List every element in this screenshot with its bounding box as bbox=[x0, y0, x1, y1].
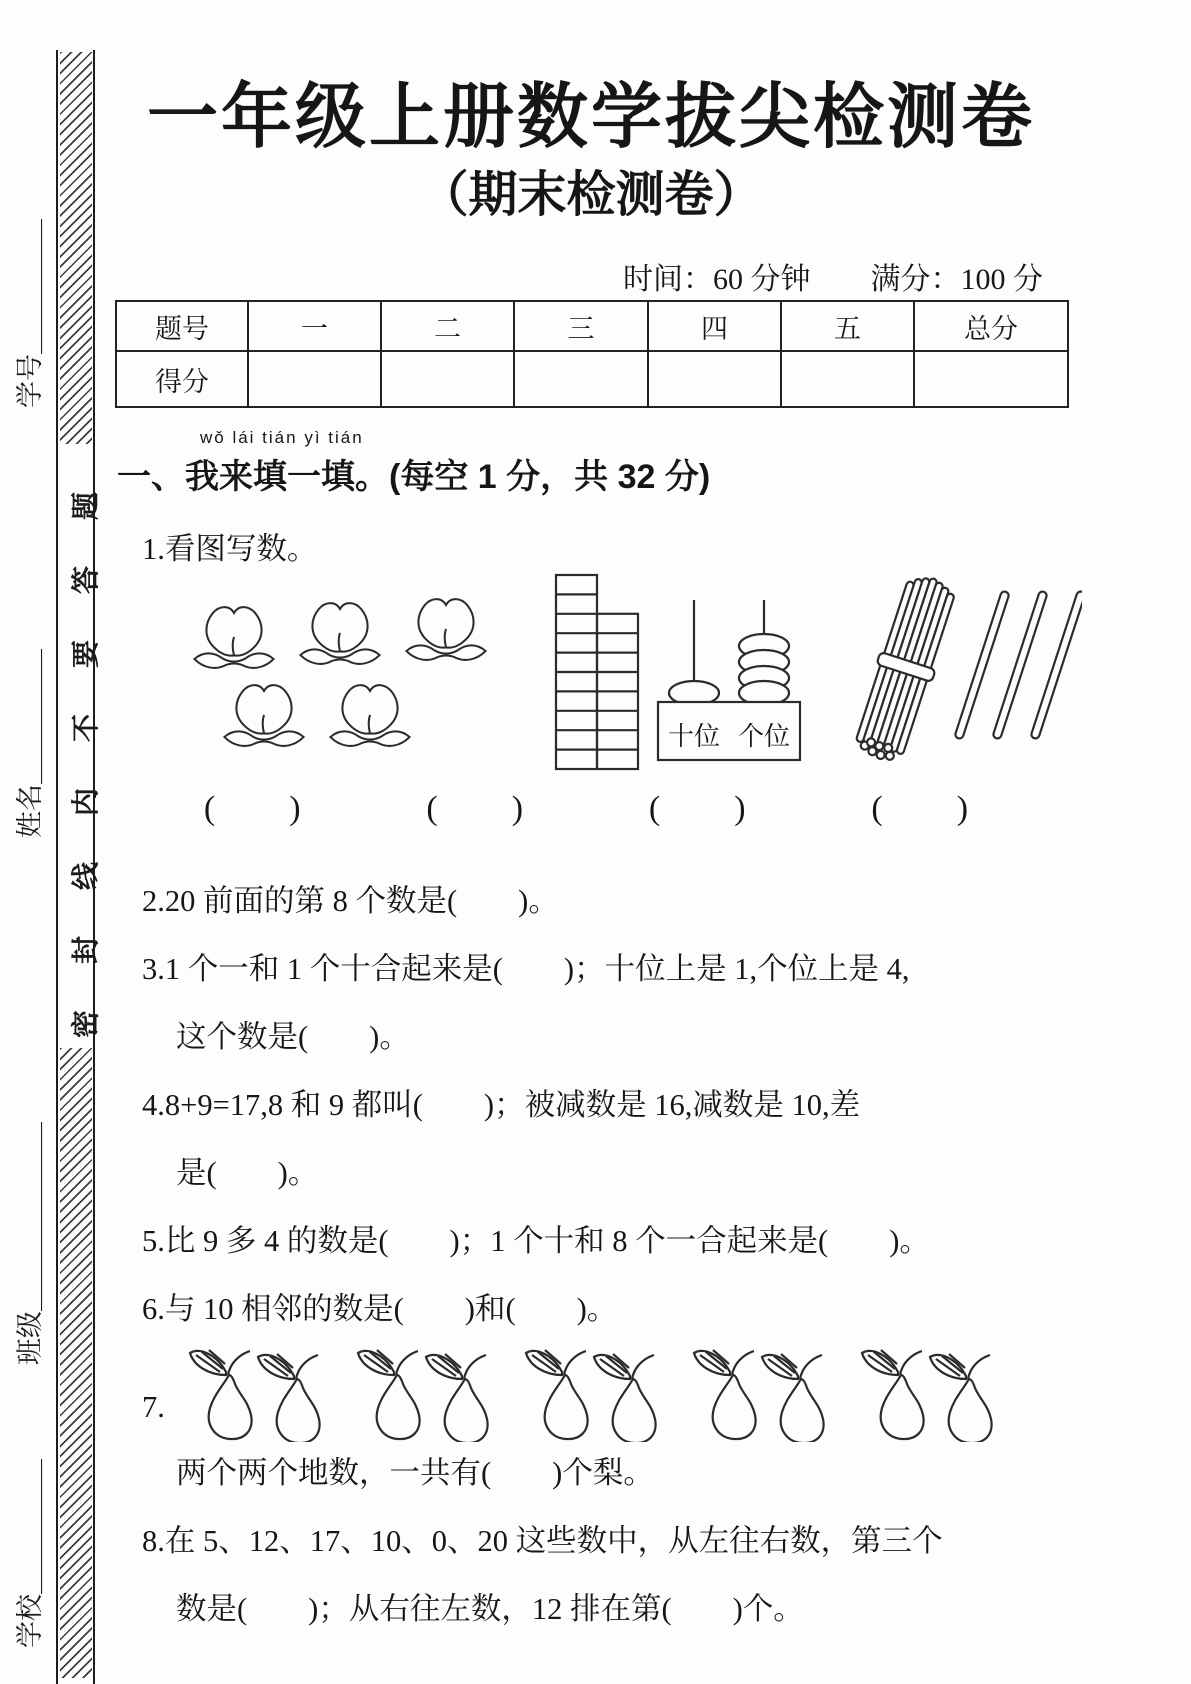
question-8-line1: 8.在 5、12、17、10、0、20 这些数中，从左往右数，第三个 bbox=[142, 1524, 943, 1558]
question-2: 2.20 前面的第 8 个数是( )。 bbox=[142, 884, 559, 918]
abacus-icon bbox=[654, 598, 804, 778]
hatch-pattern-bottom bbox=[60, 1048, 92, 1678]
student-name-field[interactable]: 姓名＿＿＿＿＿ bbox=[15, 649, 45, 838]
pinyin-annotation: wǒ lái tián yì tián bbox=[200, 428, 364, 447]
page-subtitle: （期末检测卷） bbox=[419, 167, 763, 222]
class-field[interactable]: 班级＿＿＿＿＿＿＿ bbox=[15, 1122, 45, 1365]
sticks-bundle-icon bbox=[842, 570, 1082, 770]
section-one-heading: 一、我来填一填。(每空 1 分，共 32 分) bbox=[117, 458, 711, 496]
score-table-header-cell: 二 bbox=[381, 301, 514, 351]
school-field[interactable]: 学校＿＿＿＿＿ bbox=[15, 1459, 45, 1648]
answer-blank[interactable]: ( ) bbox=[426, 790, 526, 827]
question-3-line2: 这个数是( )。 bbox=[176, 1020, 410, 1054]
question-1: 1.看图写数。 bbox=[142, 532, 318, 566]
abacus-ones-label: 个位 bbox=[737, 722, 791, 751]
score-cell-empty[interactable] bbox=[248, 351, 381, 407]
question-4-line2: 是( )。 bbox=[176, 1156, 319, 1190]
question-3-line1: 3.1 个一和 1 个十合起来是( )；十位上是 1,个位上是 4, bbox=[142, 952, 910, 986]
time-score-info: 时间：60 分钟 满分：100 分 bbox=[623, 263, 1043, 296]
question-1-figures bbox=[142, 570, 1090, 782]
question-7-text: 两个两个地数，一共有( )个梨。 bbox=[176, 1456, 654, 1490]
question-8-line2: 数是( )；从右往左数，12 排在第( )个。 bbox=[176, 1592, 804, 1626]
score-cell-empty[interactable] bbox=[781, 351, 914, 407]
question-1-answer-row bbox=[142, 780, 1032, 829]
score-table-header-cell: 一 bbox=[248, 301, 381, 351]
seal-warning-text: 密封线内不要答题 bbox=[71, 445, 102, 1038]
score-table bbox=[115, 300, 1069, 408]
pears-figure bbox=[180, 1342, 1050, 1442]
score-table-header-cell: 五 bbox=[781, 301, 914, 351]
score-cell-empty[interactable] bbox=[514, 351, 648, 407]
blocks-stack-icon bbox=[554, 572, 640, 772]
hatch-pattern-top bbox=[60, 52, 92, 444]
score-label-cell: 得分 bbox=[116, 351, 248, 407]
answer-blank[interactable]: ( ) bbox=[203, 790, 303, 827]
question-6: 6.与 10 相邻的数是( )和( )。 bbox=[142, 1292, 618, 1326]
score-cell-empty[interactable] bbox=[914, 351, 1068, 407]
question-7-figure-row bbox=[142, 1342, 1090, 1442]
score-table-header-cell: 四 bbox=[648, 301, 781, 351]
page-title: 一年级上册数学拔尖检测卷 bbox=[146, 79, 1035, 157]
student-id-field[interactable]: 学号＿＿＿＿＿ bbox=[15, 219, 45, 408]
seal-line-inner bbox=[56, 50, 58, 1684]
question-4-line1: 4.8+9=17,8 和 9 都叫( )；被减数是 16,减数是 10,差 bbox=[142, 1088, 861, 1122]
score-table-header-cell: 三 bbox=[514, 301, 648, 351]
abacus-tens-label: 十位 bbox=[667, 722, 721, 751]
question-5: 5.比 9 多 4 的数是( )；1 个十和 8 个一合起来是( )。 bbox=[142, 1224, 930, 1258]
score-cell-empty[interactable] bbox=[648, 351, 781, 407]
peaches-figure bbox=[186, 592, 516, 762]
score-cell-empty[interactable] bbox=[381, 351, 514, 407]
score-table-header-cell: 题号 bbox=[116, 301, 248, 351]
score-table-header-cell: 总分 bbox=[914, 301, 1068, 351]
question-7-number: 7. bbox=[142, 1390, 165, 1424]
answer-blank[interactable]: ( ) bbox=[871, 790, 971, 827]
answer-blank[interactable]: ( ) bbox=[648, 790, 748, 827]
